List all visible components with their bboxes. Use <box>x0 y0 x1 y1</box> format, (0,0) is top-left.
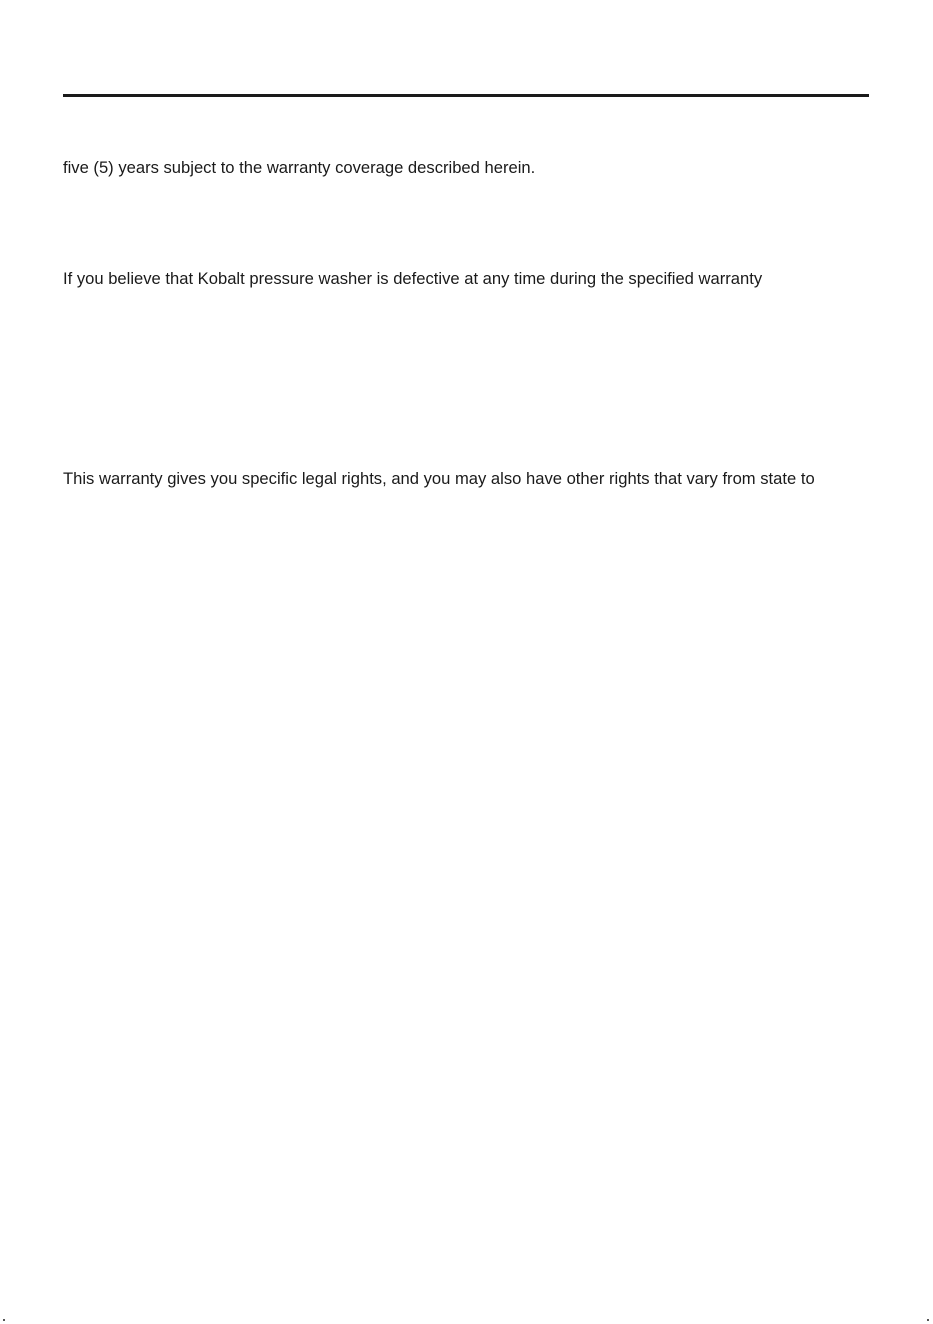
crop-mark-left <box>3 1319 5 1321</box>
legal-rights-text: This warranty gives you specific legal rights, and you may also have other rights that vary from state to <box>63 469 815 488</box>
warranty-period-text: five (5) years subject to the warranty coverage described herein. <box>63 158 536 177</box>
crop-mark-right <box>927 1319 929 1321</box>
defect-claim-text: If you believe that Kobalt pressure washer is defective at any time during the specified warranty <box>63 269 763 288</box>
header-rule <box>63 94 869 97</box>
